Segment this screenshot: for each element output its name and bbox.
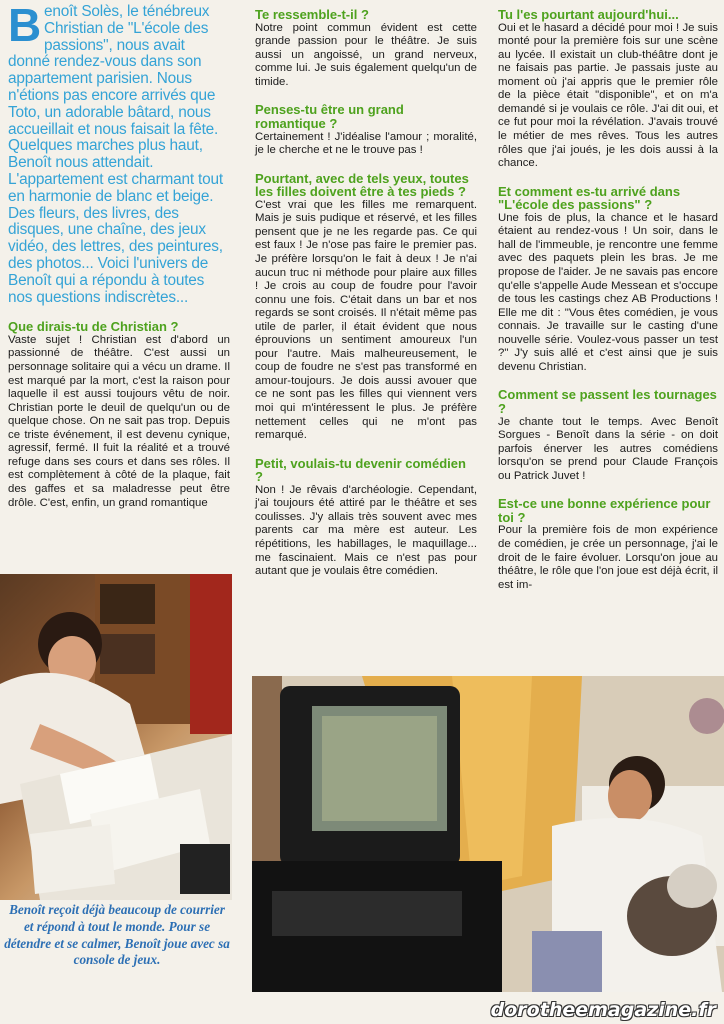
question-heading: Est-ce une bonne expérience pour toi ? [498, 496, 711, 525]
column-2 [255, 4, 477, 579]
question-heading: Comment se passent les tournages ? [498, 387, 717, 416]
photo-writing-letters [0, 574, 232, 900]
photo-video-game [252, 676, 724, 992]
answer-text: Je chante tout le temps. Avec Benoît Sorgues - Benoît dans la série - on doit parfois énerver les autres comédiens lorsqu'on se prend pour Claude François ou Patrick Juvet ! [498, 415, 718, 482]
answer-text: Oui et le hasard a décidé pour moi ! Je suis monté pour la première fois sur une scène au lycée. Il existait un club-théâtre dont je ne faisais pas partie. Je passais juste au moment où j'ai appris que le premier rôle de la pièce était "disponible", et on m'a demandé si je voulais ce rôle. J'ai dit oui, et ce fut pour moi la révélation. J'avais trouvé le métier de mes rêves. Tous les autres rôles que j'ai joués, je les dois aussi à la chance. [498, 21, 718, 170]
photo-writing-letters-illustration [0, 574, 232, 900]
site-watermark: dorotheemagazine.fr [490, 999, 716, 1021]
answer-text: Une fois de plus, la chance et le hasard étaient au rendez-vous ! Un soir, dans le hall de l'immeuble, je rencontre une femme avec des paquets plein les bras. Je me propose de l'aider. Je ne savais pas encore qu'elle s'appelle Aude Messean et s'occupe de tous les castings chez AB Productions ! Elle me dit : "Vous êtes comédien, je vous connais. Je travaille sur le casting d'une nouvelle série. Voulez-vous passer un test ?" J'y suis allé et c'est ainsi que je suis devenu Christian. [498, 211, 718, 373]
answer-text: C'est vrai que les filles me remarquent. Mais je suis pudique et réservé, et les filles pensent que je ne les regarde pas. Ce qui est faux ! Je n'ose pas faire le premier pas. Je préfère lorsqu'on le fait à deux ! Je n'ai aucun truc ni méthode pour plaire aux filles ! Je crois au coup de foudre pour l'avoir connu une fois. C'était dans un bar et nos regards se sont croisés. Il n'était même pas utile de parler, il était évident que nous éprouvions un sentiment amoureux l'un pour l'autre. Mais malheureusement, le coup de foudre ne s'est pas transformé en amour-toujours. Je dois aussi avouer que ce ne sont pas les filles qui viennent vers moi qui m'intéressent le plus. Je préfère nettement celles qui ne m'ont pas remarqué. [255, 198, 477, 442]
answer-text: Pour la première fois de mon expérience de comédien, je crée un personnage, j'ai le droit de le faire évoluer. Lorsqu'on joue au théâtre, le rôle que l'on joue est déjà écrit, il est im- [498, 524, 718, 591]
answer-text: Vaste sujet ! Christian est d'abord un passionné de théâtre. C'est aussi un personnage solitaire qui a vécu un drame. Il est marqué par la mort, c'est la raison pour laquelle il est aussi toujours vêtu de noir. Christian porte le deuil de quelqu'un ou de quelque chose. On ne sait pas trop. Depuis ce triste événement, il est devenu cynique, agressif, fermé. Il fuit la réalité et a trouvé refuge dans ses cours et dans ses rôles. Il est complètement à côté de la plaque, fait des gaffes et sa maladresse peut être drôle. C'est, enfin, un grand romantique [8, 333, 230, 509]
question-heading: Petit, voulais-tu devenir comédien ? [255, 455, 466, 485]
intro-paragraph [8, 0, 230, 306]
photo-video-game-illustration [252, 676, 724, 992]
answer-text: Notre point commun évident est cette grande passion pour le théâtre. Je suis aussi un angoissé, un grand nerveux, comme lui. Je suis également quelqu'un de timide. [255, 21, 477, 88]
question-heading: Te ressemble-t-il ? [255, 7, 369, 22]
answer-text: Certainement ! J'idéalise l'amour ; moralité, je le cherche et ne le trouve pas ! [255, 130, 477, 157]
question-heading: Penses-tu être un grand romantique ? [255, 102, 404, 131]
column-1 [8, 0, 230, 510]
question-heading: Pourtant, avec de tels yeux, toutes les filles doivent être à tes pieds ? [255, 170, 469, 200]
drop-cap: B [8, 0, 42, 51]
column-3 [498, 4, 718, 592]
intro-text: enoît Solès, le ténébreux Christian de "L'école des passions", nous avait donné rendez-vous dans son appartement parisien. Nous n'étions pas encore arrivés que Toto, un adorable bâtard, nous accueillait et nous faisait la fête. Quelques marches plus haut, Benoît nous attendait. L'appartement est charmant tout en harmonie de blanc et beige. Des fleurs, des livres, des disques, une chaîne, des jeux vidéo, des lettres, des peintures, des photos... Voici l'univers de Benoît qui a répondu à toutes nos questions indiscrètes... [8, 3, 223, 306]
photo-caption: Benoît reçoit déjà beaucoup de courrier et répond à tout le monde. Pour se détendre et se calmer, Benoît joue avec sa console de jeux. [4, 902, 230, 968]
answer-text: Non ! Je rêvais d'archéologie. Cependant, j'ai toujours été attiré par le théâtre et ses coulisses. J'y allais très souvent avec mes parents car ma mère est auteur. Les répétitions, les habillages, le maquillage... me fascinaient. Mais ce n'est pas pour autant que je voulais être comédien. [255, 483, 477, 578]
question-heading: Et comment es-tu arrivé dans "L'école des passions" ? [498, 183, 681, 213]
question-heading: Tu l'es pourtant aujourd'hui... [498, 7, 679, 22]
question-heading: Que dirais-tu de Christian ? [8, 319, 179, 335]
